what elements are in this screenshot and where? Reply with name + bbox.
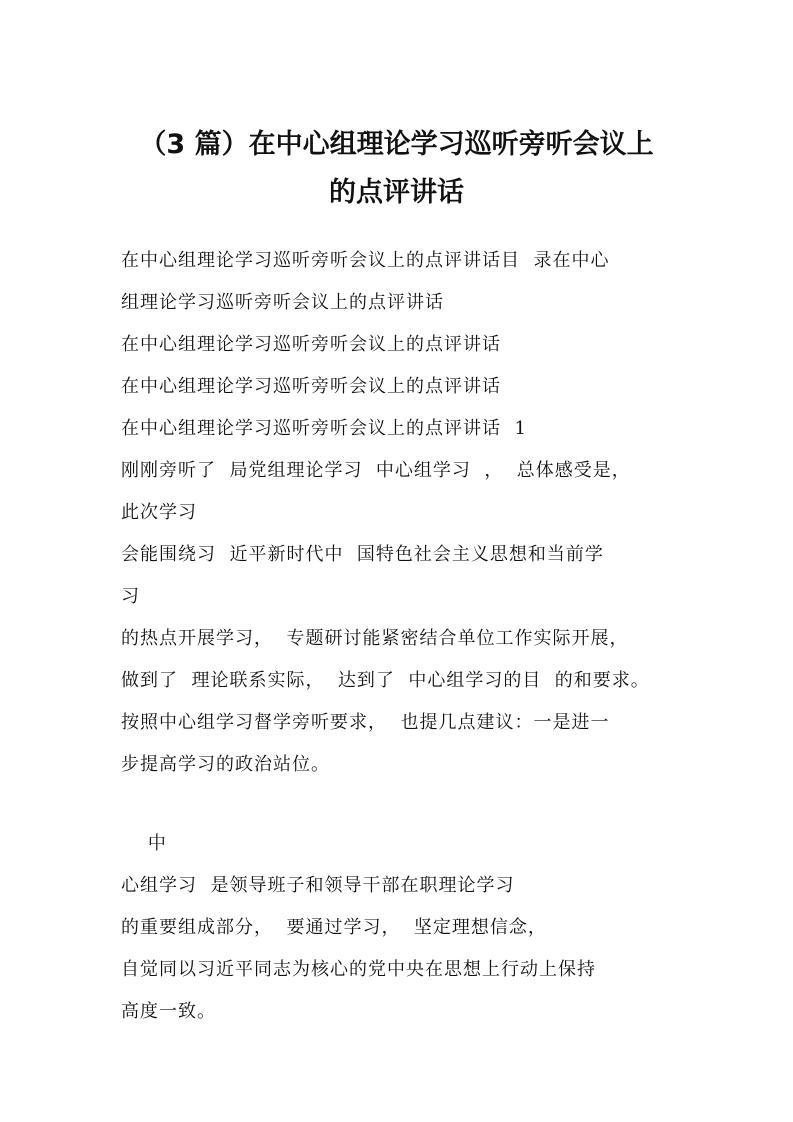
body-line: 在中心组理论学习巡听旁听会议上的点评讲话 1 <box>121 418 527 439</box>
document-title-line-1: （3 篇）在中心组理论学习巡听旁听会议上 <box>139 129 654 160</box>
body-line: 自觉同以习近平同志为核心的党中央在思想上行动上保持 <box>121 959 596 980</box>
body-line: 高度一致。 <box>121 1001 216 1022</box>
body-line: 的热点开展学习， 专题研讨能紧密结合单位工作实际开展， <box>121 628 629 649</box>
body-line: 步提高学习的政治站位。 <box>121 754 330 775</box>
body-line: 在中心组理论学习巡听旁听会议上的点评讲话目 录在中心 <box>121 250 610 271</box>
body-line: 按照中心组学习督学旁听要求， 也提几点建议：一是进一 <box>121 712 610 733</box>
body-line: 的重要组成部分， 要通过学习， 坚定理想信念， <box>121 917 547 938</box>
body-line: 此次学习 <box>121 502 197 523</box>
body-line: 在中心组理论学习巡听旁听会议上的点评讲话 <box>121 334 501 355</box>
body-line: 中 <box>121 833 167 854</box>
body-line: 心组学习 是领导班子和领导干部在职理论学习 <box>121 875 515 896</box>
body-line: 在中心组理论学习巡听旁听会议上的点评讲话 <box>121 376 501 397</box>
document-title-line-2: 的点评讲话 <box>329 177 464 208</box>
body-line: 刚刚旁听了 局党组理论学习 中心组学习 ， 总体感受是， <box>121 460 631 481</box>
body-line: 会能围绕习 近平新时代中 国特色社会主义思想和当前学 <box>121 544 604 565</box>
body-line: 习 <box>121 586 140 607</box>
body-line: 做到了 理论联系实际， 达到了 中心组学习的目 的和要求。 <box>121 670 650 691</box>
body-line: 组理论学习巡听旁听会议上的点评讲话 <box>121 292 444 313</box>
